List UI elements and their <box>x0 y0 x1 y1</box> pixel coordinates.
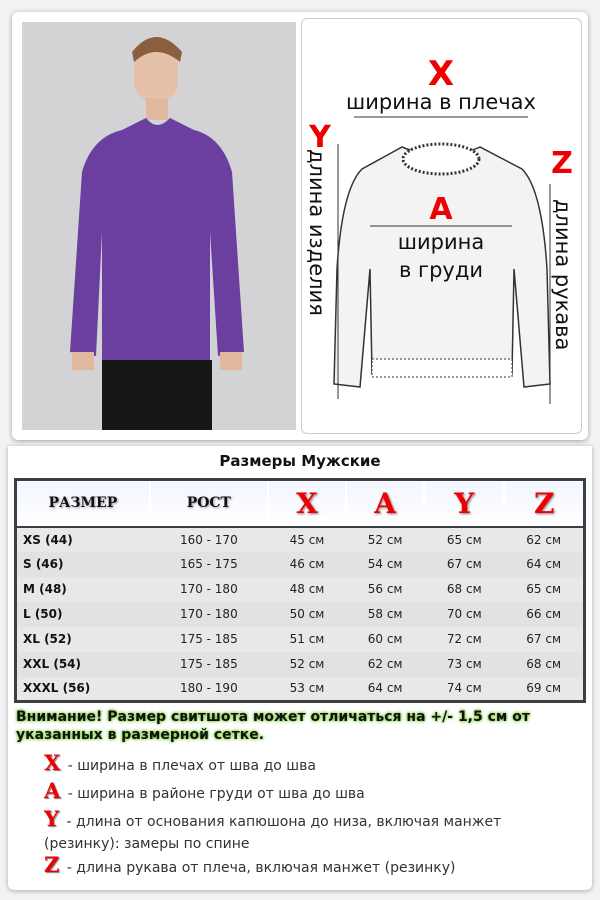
table-cell: 64 см <box>504 552 584 577</box>
a-text-2: в груди <box>398 258 484 282</box>
legend-letter: A <box>44 778 61 803</box>
table-cell: 65 см <box>446 532 482 547</box>
table-row <box>16 652 585 677</box>
warning-text: Внимание! Размер свитшота может отличаться на +/- 1,5 см от указанных в размерной сетке. <box>16 709 530 743</box>
legend-item <box>44 780 584 805</box>
y-label: Y <box>309 120 331 155</box>
table-cell: 67 см <box>424 552 504 577</box>
table-cell: XS (44) <box>23 532 73 547</box>
table-cell: 74 см <box>446 681 482 696</box>
x-text: ширина в плечах <box>346 90 536 114</box>
y-text: длина изделия <box>305 149 329 316</box>
table-cell: 68 см <box>504 652 584 677</box>
legend-item <box>44 854 584 879</box>
legend-letter: X <box>44 750 61 775</box>
measurement-diagram <box>301 18 582 434</box>
table-cell: 170 - 180 <box>179 582 238 596</box>
legend-letter: Z <box>44 852 60 877</box>
table-cell: 60 см <box>367 632 403 646</box>
table-cell: 68 см <box>446 582 482 596</box>
table-cell: 45 см <box>289 532 325 547</box>
table-row <box>16 627 585 652</box>
table-cell: 70 см <box>424 602 504 627</box>
table-cell: 46 см <box>268 552 346 577</box>
size-table-title: Размеры Мужские <box>219 452 381 470</box>
table-header <box>16 480 585 527</box>
table-row <box>16 602 585 627</box>
legend-item <box>44 808 544 855</box>
table-cell: 175 - 185 <box>150 652 268 677</box>
legend-text: - ширина в районе груди от шва до шва <box>63 786 365 802</box>
x-label: X <box>427 54 455 94</box>
table-cell: 73 см <box>424 652 504 677</box>
table-cell: 62 см <box>346 652 424 677</box>
column-header: Y <box>424 480 504 527</box>
table-cell: 69 см <box>526 681 562 696</box>
table-cell: 54 см <box>346 552 424 577</box>
table-cell: 175 - 185 <box>179 632 238 646</box>
table-cell: 72 см <box>446 632 482 646</box>
table-cell: M (48) <box>23 582 67 596</box>
table-cell: XL (52) <box>23 632 72 646</box>
table-row <box>16 577 585 602</box>
size-table <box>14 478 586 703</box>
column-header: Z <box>504 480 584 527</box>
table-cell: 51 см <box>289 632 325 646</box>
table-cell: 66 см <box>504 602 584 627</box>
table-cell: 165 - 175 <box>150 552 268 577</box>
table-cell: 52 см <box>367 532 403 547</box>
z-text: длина рукава <box>551 199 575 351</box>
legend-item <box>44 752 584 777</box>
product-photo <box>22 22 296 430</box>
table-cell: 67 см <box>526 632 562 646</box>
table-cell: 56 см <box>367 582 403 596</box>
table-cell: 53 см <box>289 681 325 696</box>
table-cell: 58 см <box>346 602 424 627</box>
column-header: X <box>268 480 346 527</box>
column-header: РОСТ <box>150 480 268 527</box>
legend-text: - длина рукава от плеча, включая манжет (резинку) <box>62 860 456 876</box>
table-cell: 64 см <box>367 681 403 696</box>
a-text-1: ширина <box>397 230 485 254</box>
table-cell: 160 - 170 <box>179 532 238 547</box>
table-cell: 65 см <box>526 582 562 596</box>
table-cell: S (46) <box>16 552 150 577</box>
table-cell: 62 см <box>526 532 562 547</box>
table-cell: XXXL (56) <box>23 681 91 696</box>
table-cell: 170 - 180 <box>150 602 268 627</box>
column-header: РАЗМЕР <box>16 480 150 527</box>
table-row <box>16 677 585 702</box>
legend-text: - длина от основания капюшона до низа, включая манжет (резинку): замеры по спине <box>44 814 502 852</box>
table-cell: 50 см <box>268 602 346 627</box>
table-cell: L (50) <box>16 602 150 627</box>
legend-text: - ширина в плечах от шва до шва <box>63 758 316 774</box>
a-label: A <box>429 192 453 227</box>
z-label: Z <box>551 146 573 181</box>
column-header: A <box>346 480 424 527</box>
table-row <box>16 527 585 552</box>
table-cell: 48 см <box>289 582 325 596</box>
table-cell: 52 см <box>268 652 346 677</box>
table-cell: XXL (54) <box>16 652 150 677</box>
legend-letter: Y <box>44 806 59 831</box>
table-row <box>16 552 585 577</box>
table-cell: 180 - 190 <box>179 681 238 696</box>
